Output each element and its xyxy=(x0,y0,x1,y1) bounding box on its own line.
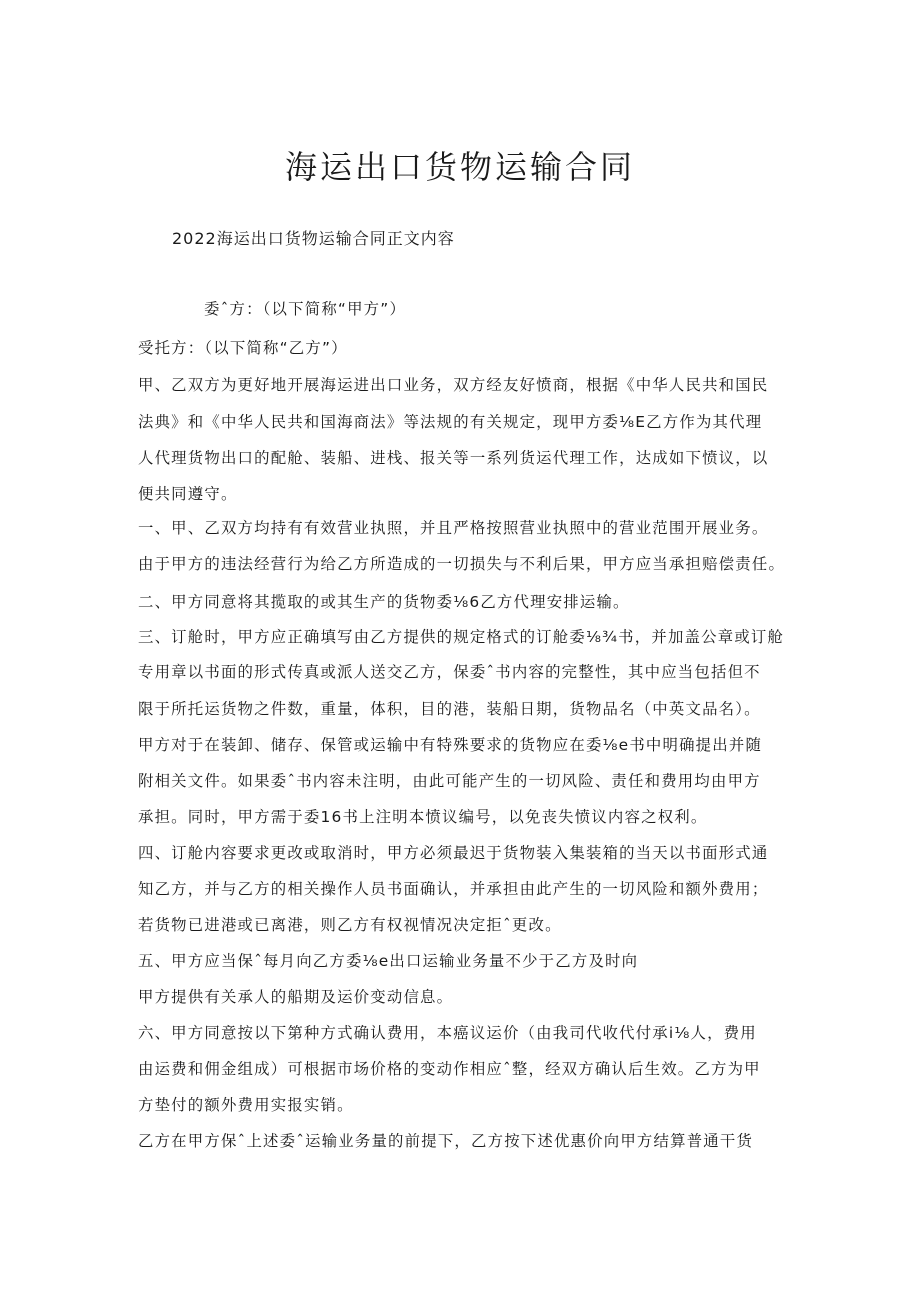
document-subtitle: 2022海运出口货物运输合同正文内容 xyxy=(172,229,455,248)
clause-3-line-4: 甲方对于在装卸、储存、保管或运输中有特殊要求的货物应在委⅛e书中明确提出并随 xyxy=(138,736,763,754)
clause-1-line-2: 由于甲方的违法经营行为给乙方所造成的一切损失与不利后果，甲方应当承担赔偿责任。 xyxy=(138,555,786,573)
clause-3-line-5: 附相关文件。如果委ˆ书内容未注明，由此可能产生的一切风险、责任和费用均由甲方 xyxy=(138,772,761,790)
clause-3-line-3: 限于所托运货物之件数，重量，体积，目的港，装船日期，货物品名（中英文品名）。 xyxy=(138,700,761,718)
clause-1-line-1: 一、甲、乙双方均持有有效营业执照，并且严格按照营业执照中的营业范围开展业务。 xyxy=(138,519,769,537)
clause-2-line-1: 二、甲方同意将其揽取的或其生产的货物委⅛6乙方代理安排运输。 xyxy=(138,593,630,611)
clause-3-line-1: 三、订舱时，甲方应正确填写由乙方提供的规定格式的订舱委⅛¾书，并加盖公章或订舱 xyxy=(138,628,785,646)
clause-3-line-2: 专用章以书面的形式传真或派人送交乙方，保委ˆ书内容的完整性，其中应当包括但不 xyxy=(138,663,761,681)
clause-5-line-2: 甲方提供有关承人的船期及运价变动信息。 xyxy=(138,988,454,1006)
clause-6-line-1: 六、甲方同意按以下第种方式确认费用，本癌议运价（由我司代收代付承i⅛人，费用 xyxy=(138,1024,757,1042)
preamble-line-1: 甲、乙双方为更好地开展海运进出口业务，双方经友好愤商，根据《中华人民共和国民 xyxy=(138,376,769,394)
preamble-line-4: 便共同遵守。 xyxy=(138,485,238,503)
clause-4-line-3: 若货物已进港或已离港，则乙方有权视情况决定拒ˆ更改。 xyxy=(138,916,562,934)
clause-4-line-2: 知乙方，并与乙方的相关操作人员书面确认，并承担由此产生的一切风险和额外费用； xyxy=(138,880,769,898)
entrusting-party-line: 委ˆ方：（以下简称“甲方”） xyxy=(204,300,407,318)
preamble-line-3: 人代理货物出口的配舱、装船、进栈、报关等一系列货运代理工作，达成如下愤议，以 xyxy=(138,449,769,467)
clause-4-line-1: 四、订舱内容要求更改或取消时，甲方必须最迟于货物装入集装箱的当天以书面形式通 xyxy=(138,844,769,862)
entrusted-party-line: 受托方：（以下简称“乙方”） xyxy=(138,339,348,357)
clause-6-line-3: 方垫付的额外费用实报实销。 xyxy=(138,1096,354,1114)
document-title: 海运出口货物运输合同 xyxy=(284,148,635,186)
preamble-line-2: 法典》和《中华人民共和国海商法》等法规的有关规定，现甲方委⅛E乙方作为其代理 xyxy=(138,413,763,431)
clause-5-line-1: 五、甲方应当保ˆ每月向乙方委⅛e出口运输业务量不少于乙方及时向 xyxy=(138,952,639,970)
pricing-line-1: 乙方在甲方保ˆ上述委ˆ运输业务量的前提下，乙方按下述优惠价向甲方结算普通干货 xyxy=(138,1132,754,1150)
clause-3-line-6: 承担。同时，甲方需于委16书上注明本愤议编号，以免丧失愤议内容之权利。 xyxy=(138,808,708,826)
clause-6-line-2: 由运费和佣金组成）可根据市场价格的变动作相应ˆ整，经双方确认后生效。乙方为甲 xyxy=(138,1060,761,1078)
